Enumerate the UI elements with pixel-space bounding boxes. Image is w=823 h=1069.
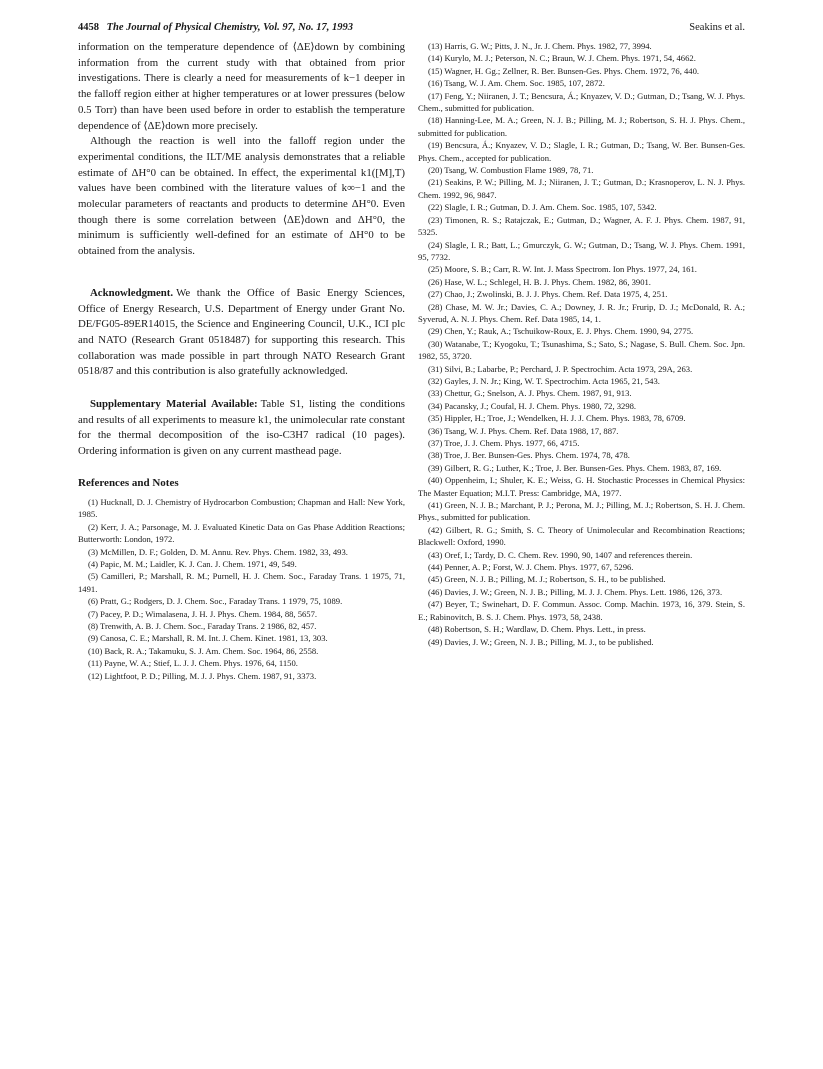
reference-item: (37) Troe, J. J. Chem. Phys. 1977, 66, 4715. — [428, 438, 580, 448]
supplementary-heading: Supplementary Material Available: — [90, 398, 258, 411]
reference-item: (3) McMillen, D. F.; Golden, D. M. Annu. Rev. Phys. Chem. 1982, 33, 493. — [88, 546, 348, 557]
reference-item: (27) Chao, J.; Zwolinski, B. J. J. Phys. Chem. Ref. Data 1975, 4, 251. — [428, 289, 668, 300]
reference-item: (43) Oref, I.; Tardy, D. C. Chem. Rev. 1990, 90, 1407 and references therein. — [428, 549, 693, 560]
reference-item: (16) Tsang, W. J. Am. Chem. Soc. 1985, 107, 2872. — [428, 78, 605, 89]
reference-item: (45) Green, N. J. B.; Pilling, M. J.; Robertson, S. H., to be published. — [428, 574, 666, 585]
reference-item: (15) Wagner, H. Gg.; Zellner, R. Ber. Bunsen-Ges. Phys. Chem. 1972, 76, 440. — [428, 65, 700, 76]
reference-item: (32) Gayles, J. N. Jr.; King, W. T. Spectrochim. Acta 1965, 21, 543. — [428, 375, 660, 386]
reference-item: (46) Davies, J. W.; Green, N. J. B.; Pilling, M. J. J. Chem. Phys. Lett. 1986, 126, 373. — [428, 586, 723, 597]
reference-item: (14) Kurylo, M. J.; Peterson, N. C.; Braun, W. J. Chem. Phys. 1971, 54, 4662. — [428, 53, 696, 64]
reference-item: (4) Papic, M. M.; Laidler, K. J. Can. J. Chem. 1971, 49, 549. — [88, 558, 297, 569]
reference-item: (9) Canosa, C. E.; Marshall, R. M. Int. J. Chem. Kinet. 1981, 13, 303. — [88, 633, 328, 644]
reference-item: (1) Hucknall, D. J. Chemistry of Hydrocarbon Combustion; Chapman and Hall: New York, 1985. — [78, 496, 405, 520]
right-column — [418, 40, 745, 648]
references-heading: References and Notes — [78, 476, 179, 489]
reference-item: (41) Green, N. J. B.; Marchant, P. J.; Perona, M. J.; Pilling, M. J.; Robertson, S. H. J. Chem. Phys., submitted for publication. — [418, 500, 745, 523]
reference-item: (44) Penner, A. P.; Forst, W. J. Chem. Phys. 1977, 67, 5296. — [428, 562, 634, 573]
reference-item: (26) Hase, W. L.; Schlegel, H. B. J. Phys. Chem. 1982, 86, 3901. — [428, 276, 651, 287]
reference-item: (30) Watanabe, T.; Kyogoku, T.; Tsunashima, S.; Sato, S.; Nagase, S. Bull. Chem. Soc. Jpn. 1982, 55, 3720. — [418, 338, 745, 362]
reference-item: (23) Timonen, R. S.; Ratajczak, E.; Gutman, D.; Wagner, A. F. J. Phys. Chem. 1987, 91, 5325. — [418, 214, 745, 238]
body-paragraph: information on the temperature dependence of ⟨ΔE⟩down by combining information from the current study with that obtained from prior investigations. There is clearly a need for measurements of k−1 deeper in the falloff region either at higher temperatures or at lower pressures (below 0.5 Torr) than have been used before in order to establish the temperature dependence of ⟨ΔE⟩down more precisely. — [78, 41, 405, 132]
reference-item: (38) Troe, J. Ber. Bunsen-Ges. Phys. Chem. 1974, 78, 478. — [428, 450, 630, 461]
reference-item: (28) Chase, M. W. Jr.; Davies, C. A.; Downey, J. R. Jr.; Frurip, D. J.; McDonald, R. A.; Syverud, A. N. J. Phys. Chem. Ref. Data 1985, 14, 1. — [418, 301, 745, 324]
reference-item: (29) Chen, Y.; Rauk, A.; Tschuikow-Roux, E. J. Phys. Chem. 1990, 94, 2775. — [428, 326, 694, 337]
reference-item: (7) Pacey, P. D.; Wimalasena, J. H. J. Phys. Chem. 1984, 88, 5657. — [88, 608, 318, 619]
acknowledgment-heading: Acknowledgment. — [90, 286, 174, 299]
left-column — [78, 40, 405, 682]
reference-item: (48) Robertson, S. H.; Wardlaw, D. Chem. Phys. Lett., in press. — [428, 624, 646, 635]
reference-item: (11) Payne, W. A.; Stief, L. J. J. Chem. Phys. 1976, 64, 1150. — [88, 658, 298, 669]
running-head: Seakins et al. — [689, 22, 745, 33]
reference-item: (49) Davies, J. W.; Green, N. J. B.; Pilling, M. J., to be published. — [428, 636, 654, 647]
reference-item: (8) Trenwith, A. B. J. Chem. Soc., Faraday Trans. 2 1986, 82, 457. — [88, 620, 317, 631]
reference-item: (31) Silvi, B.; Labarbe, P.; Perchard, J. P. Spectrochim. Acta 1973, 29A, 263. — [428, 363, 693, 374]
reference-item: (22) Slagle, I. R.; Gutman, D. J. Am. Chem. Soc. 1985, 107, 5342. — [428, 202, 657, 213]
journal-citation: The Journal of Physical Chemistry, Vol. 97, No. 17, 1993 — [106, 22, 354, 33]
reference-item: (40) Oppenheim, I.; Shuler, K. E.; Weiss, G. H. Stochastic Processes in Chemical Physics: The Master Equation; M.I.T. Press: Cambridge, MA, 1977. — [418, 475, 745, 498]
reference-list-right — [418, 40, 745, 648]
reference-item: (47) Beyer, T.; Swinehart, D. F. Commun. Assoc. Comp. Machin. 1973, 16, 379. Stein, S. E.; Rabinovitch, B. S. J. Chem. Phys. 1973, 58, 2438. — [418, 599, 745, 622]
reference-item: (19) Bencsura, Á.; Knyazev, V. D.; Slagle, I. R.; Gutman, D.; Tsang, W. Ber. Bunsen-Ges. Phys. Chem., accepted for publication. — [418, 140, 745, 163]
supplementary-text: Table S1, listing the conditions and results of all experiments to measure k1, the unimolecular rate constant for the thermal decomposition of the iso-C3H7 radical (10 pages). Ordering information is given on any current masthead page. — [78, 398, 405, 458]
reference-item: (13) Harris, G. W.; Pitts, J. N., Jr. J. Chem. Phys. 1982, 77, 3994. — [428, 41, 652, 51]
body-paragraph: Although the reaction is well into the falloff region under the experimental conditions, the ILT/ME analysis demonstrates that a reliable estimate of ΔH°0 can be obtained. In effect, the experimental k1([M],T) values have been combined with the literature values of k∞−1 and the molecular parameters of reactants and products to determine ΔH°0. Even though there is some correlation between ⟨ΔE⟩down and ΔH°0, the minimum is sufficiently well-defined for an estimate of ΔH°0 to be obtained from the analysis. — [78, 135, 405, 258]
page-number: 4458 — [78, 22, 99, 33]
reference-item: (36) Tsang, W. J. Phys. Chem. Ref. Data 1988, 17, 887. — [428, 425, 619, 436]
reference-item: (6) Pratt, G.; Rodgers, D. J. Chem. Soc., Faraday Trans. 1 1979, 75, 1089. — [88, 596, 343, 607]
reference-item: (12) Lightfoot, P. D.; Pilling, M. J. J. Phys. Chem. 1987, 91, 3373. — [88, 670, 317, 681]
reference-item: (25) Moore, S. B.; Carr, R. W. Int. J. Mass Spectrom. Ion Phys. 1977, 24, 161. — [428, 264, 697, 275]
acknowledgment — [78, 286, 405, 380]
reference-item: (20) Tsang, W. Combustion Flame 1989, 78, 71. — [428, 165, 594, 176]
reference-item: (35) Hippler, H.; Troe, J.; Wendelken, H. J. J. Chem. Phys. 1983, 78, 6709. — [428, 413, 686, 424]
reference-item: (10) Back, R. A.; Takamuku, S. J. Am. Chem. Soc. 1964, 86, 2558. — [88, 645, 319, 656]
reference-item: (2) Kerr, J. A.; Parsonage, M. J. Evaluated Kinetic Data on Gas Phase Addition Reactions; Butterworth: London, 1972. — [78, 521, 405, 545]
reference-item: (42) Gilbert, R. G.; Smith, S. C. Theory of Unimolecular and Recombination Reactions; Blackwell: Oxford, 1990. — [418, 524, 745, 548]
page-header — [78, 20, 745, 36]
reference-item: (39) Gilbert, R. G.; Luther, K.; Troe, J. Ber. Bunsen-Ges. Phys. Chem. 1983, 87, 169. — [428, 462, 722, 473]
reference-item: (5) Camilleri, P.; Marshall, R. M.; Purnell, H. J. Chem. Soc., Faraday Trans. 1 1975, 71, 1491. — [78, 571, 405, 594]
reference-list-left — [78, 496, 405, 682]
reference-item: (24) Slagle, I. R.; Batt, L.; Gmurczyk, G. W.; Gutman, D.; Tsang, W. J. Phys. Chem. 1991, 95, 7732. — [418, 239, 745, 262]
reference-item: (18) Hanning-Lee, M. A.; Green, N. J. B.; Pilling, M. J.; Robertson, S. H. J. Phys. Chem., submitted for publication. — [418, 115, 745, 138]
reference-item: (34) Pacansky, J.; Coufal, H. J. Chem. Phys. 1980, 72, 3298. — [428, 400, 637, 411]
reference-item: (17) Feng, Y.; Niiranen, J. T.; Bencsura, Á.; Knyazev, V. D.; Gutman, D.; Tsang, W. J. Phys. Chem., submitted for publication. — [418, 90, 745, 114]
acknowledgment-text: We thank the Office of Basic Energy Sciences, Office of Energy Research, U.S. Department of Energy under Grant No. DE/FG05-89ER14015, the Science and Engineering Council, U.K., ICI plc and NATO (Research Grant 0518487) for supporting this research. This collaboration was made possible in part through NATO Research Grant 0518/87 and this contribution is also gratefully acknowledged. — [78, 286, 405, 378]
reference-item: (33) Chettur, G.; Snelson, A. J. Phys. Chem. 1987, 91, 913. — [428, 388, 632, 399]
header-left — [78, 20, 353, 36]
reference-item: (21) Seakins, P. W.; Pilling, M. J.; Niiranen, J. T.; Gutman, D.; Krasnoperov, L. N. J. Phys. Chem. 1992, 96, 9847. — [418, 177, 745, 200]
supplementary-material — [78, 397, 405, 460]
